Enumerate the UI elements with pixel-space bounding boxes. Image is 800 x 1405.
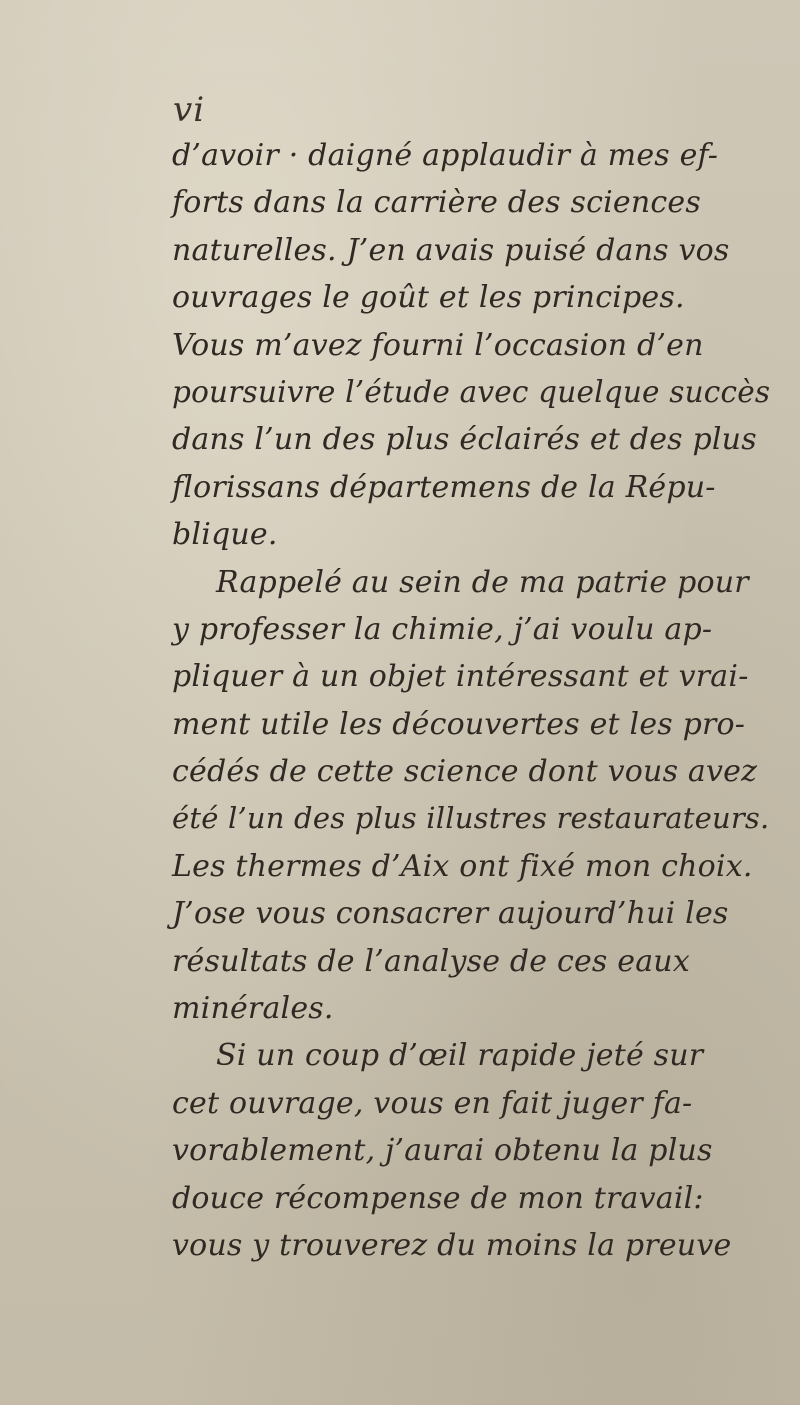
text-line: douce récompense de mon travail: [172, 1180, 704, 1216]
text-line: pliquer à un objet intéressant et vrai- [172, 659, 749, 695]
text-line: résultats de l’analyse de ces eaux [172, 943, 690, 979]
text-line: minérales. [172, 991, 334, 1027]
text-line: cet ouvrage, vous en fait juger fa- [172, 1085, 693, 1121]
text-line: Vous m’avez fourni l’occasion d’en [172, 327, 704, 363]
text-line: florissans départemens de la Répu- [172, 469, 716, 505]
page-number: vi [173, 90, 206, 130]
text-line: Rappelé au sein de ma patrie pour [216, 564, 749, 600]
text-line: été l’un des plus illustres restaurateurs. [172, 801, 770, 836]
body-text [172, 132, 772, 1269]
text-line: y professer la chimie, j’ai voulu ap- [172, 611, 713, 647]
text-line: forts dans la carrière des sciences [172, 185, 701, 221]
text-line: d’avoir · daigné applaudir à mes ef- [172, 138, 719, 173]
text-line: Si un coup d’œil rapide jeté sur [216, 1038, 704, 1074]
text-line: cédés de cette science dont vous avez [172, 754, 758, 790]
text-line: naturelles. J’en avais puisé dans vos [172, 232, 730, 268]
text-line: dans l’un des plus éclairés et des plus [172, 422, 757, 458]
text-line: vous y trouverez du moins la preuve [172, 1227, 732, 1263]
text-line: J’ose vous consacrer aujourd’hui les [172, 896, 729, 932]
text-line: blique. [172, 517, 278, 553]
text-line: ment utile les découvertes et les pro- [172, 706, 746, 742]
text-line: poursuivre l’étude avec quelque succès [172, 374, 771, 409]
text-line: ouvrages le goût et les principes. [172, 280, 685, 316]
text-line: Les thermes d’Aix ont fixé mon choix. [172, 848, 753, 884]
text-line: vorablement, j’aurai obtenu la plus [172, 1133, 713, 1169]
